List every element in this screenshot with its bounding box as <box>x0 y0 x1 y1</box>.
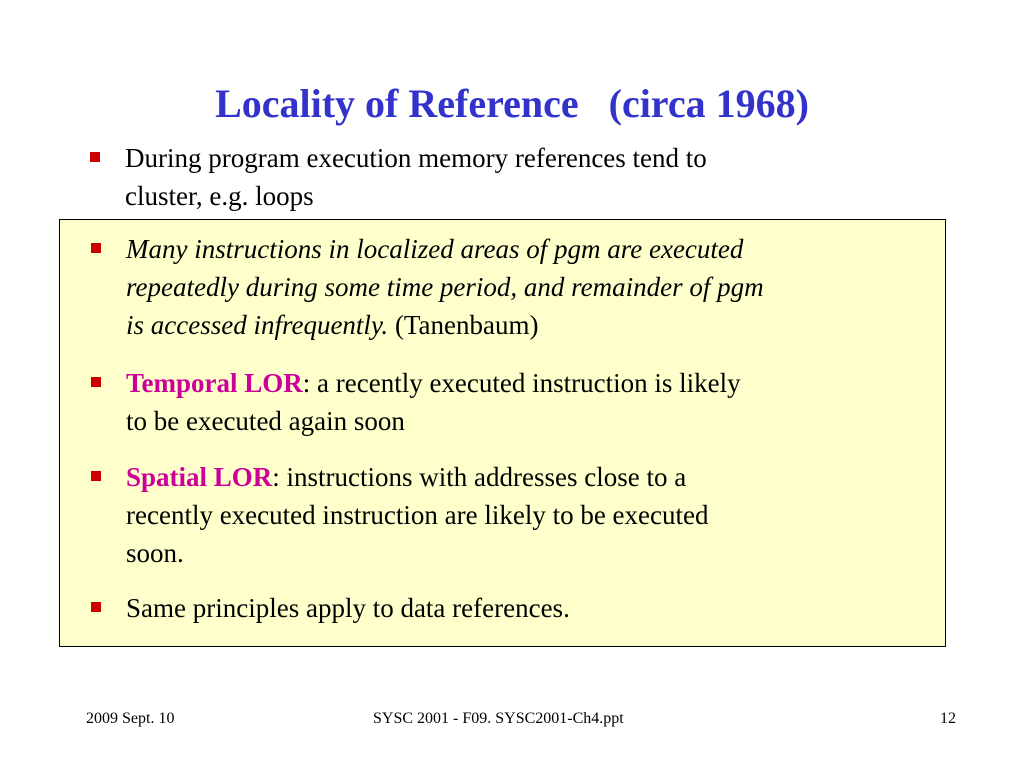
bullet-data-references <box>126 589 941 627</box>
bullet-locality-definition <box>126 230 941 344</box>
bullet-line: cluster, e.g. loops <box>125 181 314 211</box>
term-spatial-lor: Spatial LOR <box>126 462 273 492</box>
footer-page-number: 12 <box>940 710 956 727</box>
citation-text: (Tanenbaum) <box>388 310 539 340</box>
slide-title: Locality of Reference (circa 1968) <box>215 81 809 126</box>
bullet-marker-icon <box>91 602 101 612</box>
bullet-line <box>126 364 941 402</box>
footer-course: SYSC 2001 - F09. SYSC2001-Ch4.ppt <box>373 710 624 727</box>
bullet-intro <box>125 139 707 215</box>
bullet-line <box>126 458 941 496</box>
quote-text: repeatedly during some time period, and remainder of pgm <box>126 272 764 302</box>
bullet-line: to be executed again soon <box>126 406 405 436</box>
bullet-marker-icon <box>91 377 101 387</box>
bullet-line: During program execution memory references tend to <box>125 143 707 173</box>
bullet-line: recently executed instruction are likely to be executed <box>126 500 709 530</box>
definition-text: : a recently executed instruction is likely <box>302 368 741 398</box>
quote-text: Many instructions in localized areas of pgm are executed <box>126 234 744 264</box>
bullet-line: Same principles apply to data references. <box>126 593 570 623</box>
definition-text: : instructions with addresses close to a <box>272 462 687 492</box>
quote-text: is accessed infrequently. <box>126 310 389 340</box>
footer-date: 2009 Sept. 10 <box>86 710 175 727</box>
bullet-temporal-lor <box>126 364 941 440</box>
bullet-line <box>126 230 941 268</box>
bullet-marker-icon <box>91 471 101 481</box>
highlight-box <box>59 219 946 647</box>
bullet-marker-icon <box>90 152 100 162</box>
bullet-spatial-lor <box>126 458 941 572</box>
bullet-line <box>126 268 941 306</box>
bullet-line: soon. <box>126 538 184 568</box>
bullet-marker-icon <box>91 243 101 253</box>
term-temporal-lor: Temporal LOR <box>126 368 303 398</box>
bullet-line <box>126 306 941 344</box>
